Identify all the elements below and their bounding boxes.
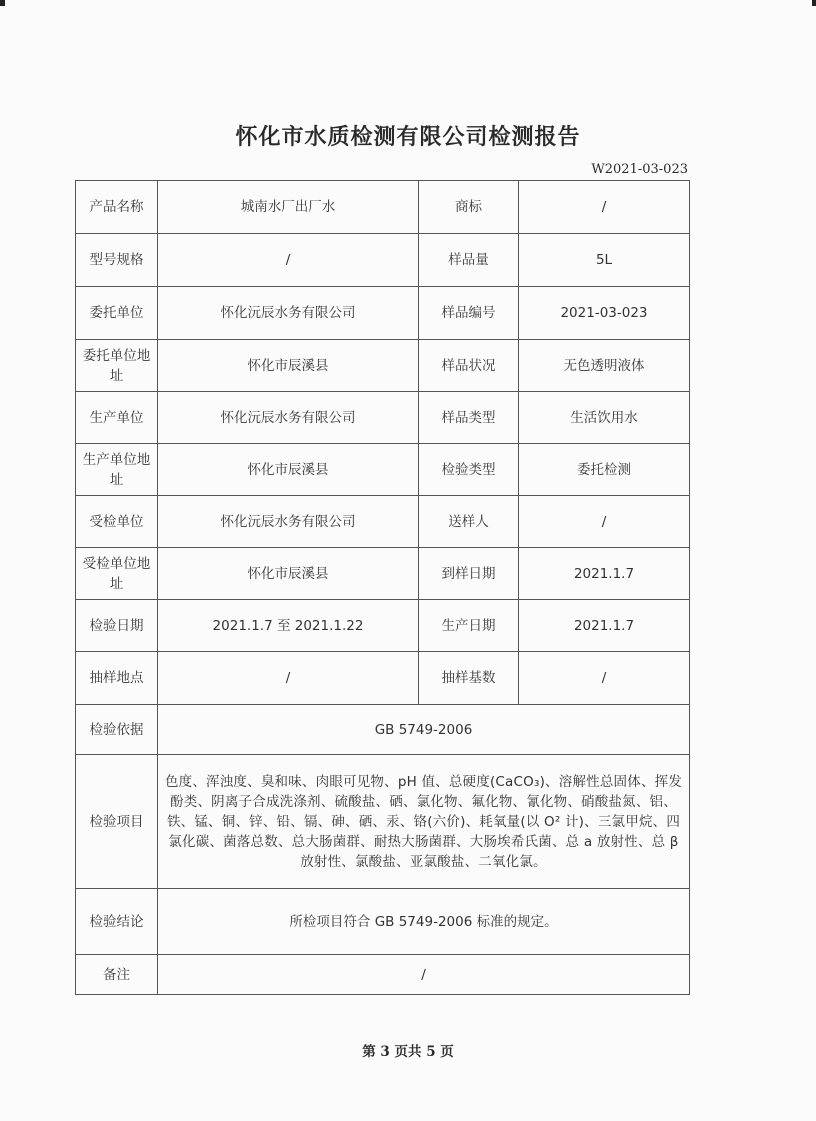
scan-corner-mark — [0, 0, 5, 6]
field-value: / — [519, 496, 690, 548]
table-row — [76, 600, 690, 652]
field-label: 检验日期 — [76, 600, 158, 652]
field-value: 2021.1.7 — [519, 600, 690, 652]
basis-label: 检验依据 — [76, 705, 158, 755]
table-row — [76, 955, 690, 995]
report-table — [75, 180, 690, 995]
field-label: 样品编号 — [419, 287, 519, 340]
field-label: 产品名称 — [76, 181, 158, 234]
field-label: 抽样地点 — [76, 652, 158, 705]
field-value: / — [158, 234, 419, 287]
field-value: 城南水厂出厂水 — [158, 181, 419, 234]
field-value: 生活饮用水 — [519, 392, 690, 444]
table-row — [76, 340, 690, 392]
conclusion-value: 所检项目符合 GB 5749-2006 标准的规定。 — [158, 889, 690, 955]
table-row — [76, 181, 690, 234]
field-label: 样品类型 — [419, 392, 519, 444]
report-title: 怀化市水质检测有限公司检测报告 — [235, 125, 581, 150]
field-value: 2021-03-023 — [519, 287, 690, 340]
page-indicator: 第 3 页共 5 页 — [362, 1044, 454, 1060]
field-value: / — [158, 652, 419, 705]
basis-value: GB 5749-2006 — [158, 705, 690, 755]
table-row — [76, 496, 690, 548]
field-label: 检验类型 — [419, 444, 519, 496]
field-value: 怀化沅辰水务有限公司 — [158, 392, 419, 444]
field-label: 到样日期 — [419, 548, 519, 600]
field-label: 委托单位 — [76, 287, 158, 340]
items-label: 检验项目 — [76, 755, 158, 889]
table-row — [76, 392, 690, 444]
field-value: 怀化沅辰水务有限公司 — [158, 287, 419, 340]
field-label: 商标 — [419, 181, 519, 234]
table-row — [76, 705, 690, 755]
field-value: 怀化沅辰水务有限公司 — [158, 496, 419, 548]
field-value: / — [519, 652, 690, 705]
field-label: 受检单位地址 — [76, 548, 158, 600]
table-row — [76, 444, 690, 496]
items-value: 色度、浑浊度、臭和味、肉眼可见物、pH 值、总硬度(CaCO₃)、溶解性总固体、挥发酚类、阴离子合成洗涤剂、硫酸盐、硒、氯化物、氟化物、氰化物、硝酸盐氮、铝、铁、锰、铜、锌、铅、镉、砷、硒、汞、铬(六价)、耗氧量(以 O² 计)、三氯甲烷、四氯化碳、菌落总数、总大肠菌群、耐热大肠菌群、大肠埃希氏菌、总 a 放射性、总 β 放射性、氯酸盐、亚氯酸盐、二氧化氯。 — [158, 755, 690, 889]
field-value: 委托检测 — [519, 444, 690, 496]
table-row — [76, 652, 690, 705]
field-label: 抽样基数 — [419, 652, 519, 705]
remark-value: / — [158, 955, 690, 995]
field-label: 样品状况 — [419, 340, 519, 392]
field-value: 2021.1.7 至 2021.1.22 — [158, 600, 419, 652]
field-value: 怀化市辰溪县 — [158, 444, 419, 496]
scan-corner-mark — [812, 0, 816, 6]
table-row — [76, 755, 690, 889]
table-row — [76, 889, 690, 955]
field-label: 送样人 — [419, 496, 519, 548]
field-label: 型号规格 — [76, 234, 158, 287]
field-value: 2021.1.7 — [519, 548, 690, 600]
field-label: 生产单位 — [76, 392, 158, 444]
field-label: 受检单位 — [76, 496, 158, 548]
field-label: 样品量 — [419, 234, 519, 287]
remark-label: 备注 — [76, 955, 158, 995]
field-value: 怀化市辰溪县 — [158, 548, 419, 600]
field-label: 委托单位地址 — [76, 340, 158, 392]
field-value: 5L — [519, 234, 690, 287]
field-value: 无色透明液体 — [519, 340, 690, 392]
table-row — [76, 234, 690, 287]
table-row — [76, 287, 690, 340]
field-label: 生产日期 — [419, 600, 519, 652]
field-label: 生产单位地址 — [76, 444, 158, 496]
report-number: W2021-03-023 — [591, 162, 688, 177]
conclusion-label: 检验结论 — [76, 889, 158, 955]
table-row — [76, 548, 690, 600]
field-value: 怀化市辰溪县 — [158, 340, 419, 392]
field-value: / — [519, 181, 690, 234]
